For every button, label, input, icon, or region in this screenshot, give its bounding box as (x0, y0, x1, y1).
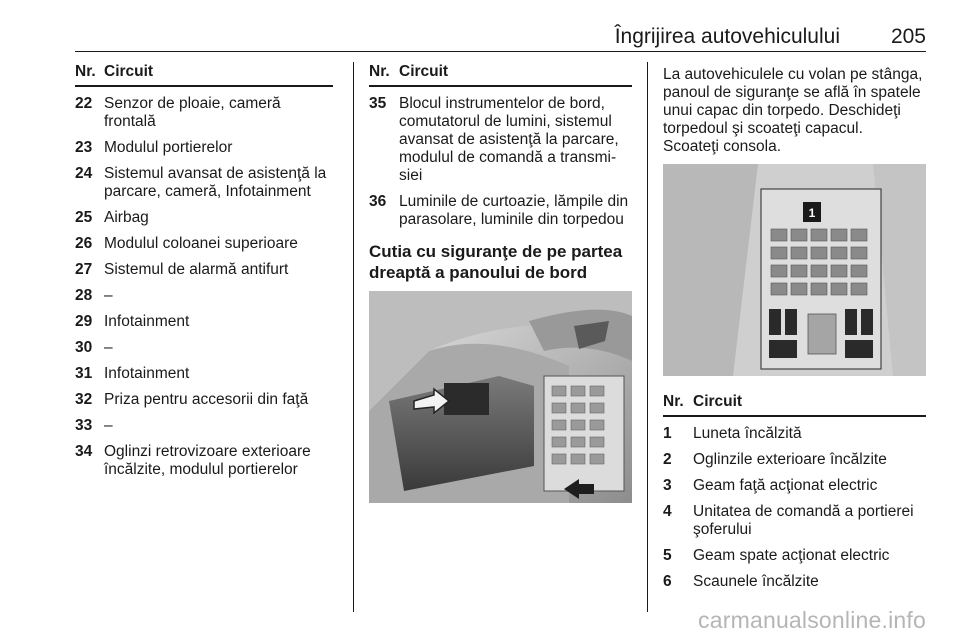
fuse-table-column-1 (75, 62, 333, 479)
row-nr: 25 (75, 209, 93, 226)
row-nr: 22 (75, 95, 93, 112)
section-title: Cutia cu siguranţe de pe partea dreaptă a panoului de bord (369, 242, 623, 282)
row-nr: 6 (663, 573, 672, 590)
row-nr: 2 (663, 451, 672, 468)
row-circuit: Scaunele încălzite (693, 573, 819, 590)
table-row (369, 193, 632, 229)
table-row (369, 95, 632, 185)
row-nr: 23 (75, 139, 93, 156)
row-nr: 27 (75, 261, 93, 278)
fusebox-photo (663, 164, 926, 376)
row-circuit: Geam spate acţionat electric (693, 547, 890, 564)
instruction-paragraph: Scoateţi consola. (663, 138, 782, 155)
table-row (75, 443, 333, 479)
row-circuit: – (104, 339, 113, 356)
table-row (75, 139, 333, 157)
row-circuit: Modulul coloanei superioare (104, 235, 298, 252)
row-nr: 26 (75, 235, 93, 252)
table-header (369, 62, 632, 87)
row-circuit: Blocul instrumentelor de bord, comutatorul de lumini, sistemul avansat de asistenţă la parcare, modulul de comandă a transmi-siei (399, 95, 619, 184)
table-header (663, 392, 926, 417)
table-row (75, 313, 333, 331)
table-row (75, 165, 333, 201)
instruction-paragraph: La autovehiculele cu volan pe stânga, panoul de siguranţe se află în spatele unui capac din torpedo. Deschideţi torpedoul şi scoateţi capacul. (663, 66, 923, 137)
row-nr: 31 (75, 365, 93, 382)
row-circuit: Airbag (104, 209, 149, 226)
row-circuit: Sistemul avansat de asistenţă la parcare, cameră, Infotainment (104, 165, 327, 200)
fusebox-column-3 (663, 62, 926, 591)
row-circuit: Sistemul de alarmă antifurt (104, 261, 289, 278)
fuse-label: 1 (808, 206, 816, 220)
fusebox-illustration (663, 164, 926, 376)
row-nr: 32 (75, 391, 93, 408)
page-title: Îngrijirea autovehiculului (614, 25, 840, 48)
row-nr: 3 (663, 477, 672, 494)
row-nr: 4 (663, 503, 672, 520)
header-circuit: Circuit (693, 393, 743, 410)
row-circuit: Luneta încălzită (693, 425, 802, 442)
glovebox-illustration (369, 291, 632, 503)
row-circuit: Unitatea de comandă a portierei şoferului (693, 503, 914, 538)
row-circuit: Geam faţă acţionat electric (693, 477, 878, 494)
table-row (663, 477, 926, 495)
row-nr: 1 (663, 425, 672, 442)
row-nr: 33 (75, 417, 93, 434)
row-circuit: – (104, 417, 113, 434)
header-nr: Nr. (663, 393, 684, 410)
column-divider (353, 62, 354, 612)
row-nr: 36 (369, 193, 387, 210)
row-nr: 5 (663, 547, 672, 564)
table-row (75, 209, 333, 227)
watermark: carmanualsonline.info (698, 607, 926, 633)
table-row (663, 451, 926, 469)
table-row (663, 425, 926, 443)
page-header (75, 24, 926, 52)
row-circuit: Infotainment (104, 313, 190, 330)
table-row (75, 235, 333, 253)
table-row (663, 503, 926, 539)
table-row (663, 573, 926, 591)
row-nr: 29 (75, 313, 93, 330)
table-row (75, 287, 333, 305)
header-nr: Nr. (369, 63, 390, 80)
row-circuit: Oglinzile exterioare încălzite (693, 451, 887, 468)
table-row (75, 261, 333, 279)
row-nr: 30 (75, 339, 93, 356)
glovebox-photo (369, 291, 632, 503)
row-nr: 35 (369, 95, 387, 112)
table-row (75, 365, 333, 383)
page-number: 205 (890, 25, 926, 48)
row-nr: 28 (75, 287, 93, 304)
table-row (75, 95, 333, 131)
row-circuit: Modulul portierelor (104, 139, 233, 156)
row-nr: 34 (75, 443, 93, 460)
row-nr: 24 (75, 165, 93, 182)
row-circuit: Luminile de curtoazie, lămpile din parasolare, luminile din torpedou (399, 193, 629, 228)
row-circuit: Senzor de ploaie, cameră frontală (104, 95, 281, 130)
table-row (663, 547, 926, 565)
row-circuit: Infotainment (104, 365, 190, 382)
row-circuit: Priza pentru accesorii din faţă (104, 391, 309, 408)
row-circuit: Oglinzi retrovizoare exterioare încălzite, modulul portierelor (104, 443, 311, 478)
table-row (75, 417, 333, 435)
row-circuit: – (104, 287, 113, 304)
table-row (75, 339, 333, 357)
header-nr: Nr. (75, 63, 96, 80)
fuse-table-column-2 (369, 62, 632, 503)
table-row (75, 391, 333, 409)
table-header (75, 62, 333, 87)
header-circuit: Circuit (399, 63, 449, 80)
header-circuit: Circuit (104, 63, 154, 80)
column-divider (647, 62, 648, 612)
